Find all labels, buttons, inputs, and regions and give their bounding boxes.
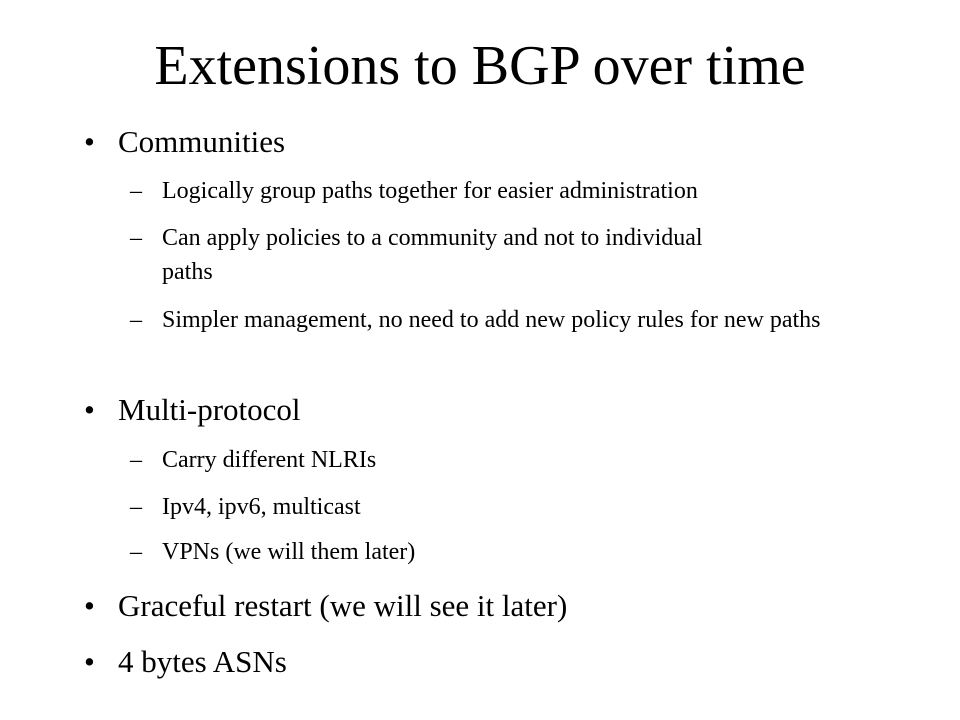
dash-icon: – — [130, 307, 142, 333]
bullet-text: Multi-protocol — [118, 392, 301, 427]
bullet-icon: • — [84, 392, 95, 427]
sub-item — [130, 303, 890, 337]
dash-icon: – — [130, 539, 142, 565]
bullet-icon: • — [84, 588, 95, 623]
dash-icon: – — [130, 447, 142, 473]
dash-icon: – — [130, 225, 142, 251]
sub-item-text: Simpler management, no need to add new policy rules for new paths — [162, 307, 821, 333]
sub-item — [130, 490, 890, 524]
sub-item — [130, 174, 890, 208]
sub-item-text: Can apply policies to a community and not to individual paths — [162, 225, 703, 285]
slide-title: Extensions to BGP over time — [154, 35, 806, 97]
sub-item-text: VPNs (we will them later) — [162, 539, 416, 565]
bullet-text: Graceful restart (we will see it later) — [118, 588, 568, 623]
bullet-text: Communities — [118, 124, 286, 159]
sub-item — [130, 221, 890, 289]
dash-icon: – — [130, 178, 142, 204]
sub-item — [130, 535, 890, 569]
dash-icon: – — [130, 494, 142, 520]
bullet-text: 4 bytes ASNs — [118, 644, 287, 679]
sub-item-text: Ipv4, ipv6, multicast — [162, 494, 361, 520]
bullet-icon: • — [84, 644, 95, 679]
sub-item-text: Carry different NLRIs — [162, 447, 377, 473]
bullet-icon: • — [84, 124, 95, 159]
sub-item-text: Logically group paths together for easier administration — [162, 178, 698, 204]
sub-item — [130, 443, 890, 477]
